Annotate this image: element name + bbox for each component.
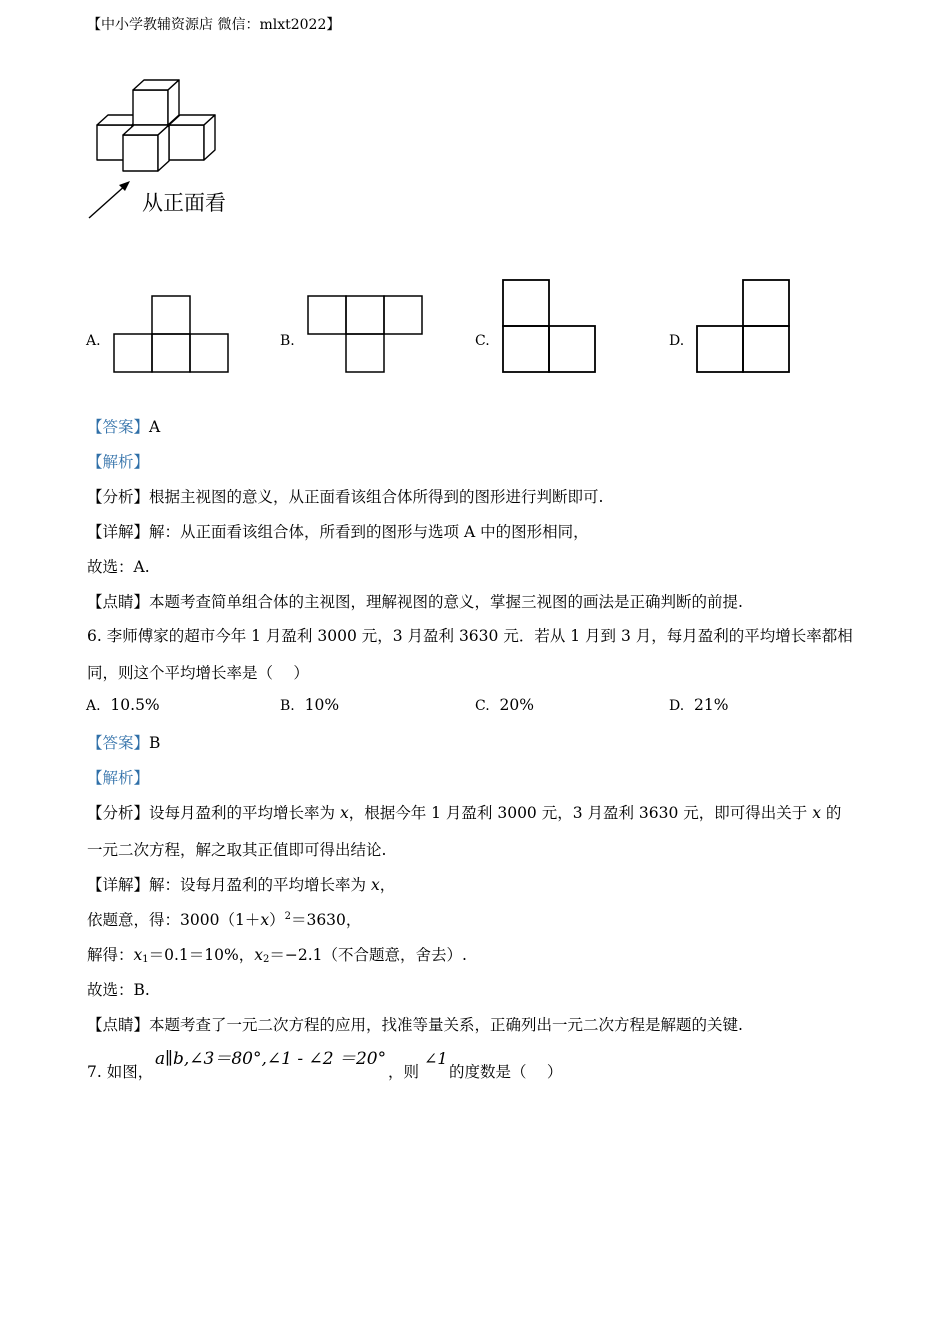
answer-value: B: [149, 734, 161, 752]
option-letter: B.: [280, 698, 295, 714]
subscript-1: 1: [142, 954, 149, 965]
q7-angle: ∠1: [424, 1049, 448, 1068]
eq-exponent: 2: [284, 911, 291, 922]
detail-text: 解：从正面看该组合体，所看到的图形与选项 A 中的图形相同，: [149, 523, 589, 541]
option-a-label: A.: [86, 333, 101, 349]
q6-choose: 故选：B.: [87, 981, 150, 999]
option-letter: A.: [86, 698, 101, 714]
q6-jiexi-tag: 【解析】: [87, 769, 150, 787]
sol-part-c: ＝−2.1（不合题意，舍去）.: [269, 946, 467, 964]
q6-analysis-line1: [87, 801, 841, 823]
subscript-2: 2: [263, 954, 270, 965]
var-x: x: [812, 804, 821, 822]
analysis-text-a: 设每月盈利的平均增长率为: [149, 804, 340, 822]
comment-text: 本题考查简单组合体的主视图，理解视图的意义，掌握三视图的画法是正确判断的前提.: [149, 593, 743, 611]
q7-prefix: 7. 如图，: [87, 1063, 154, 1081]
option-value: 10%: [304, 696, 340, 714]
q6-stem-line1: 6. 李师傅家的超市今年 1 月盈利 3000 元，3 月盈利 3630 元．若从 1 月到 3 月，每月盈利的平均增长率都相: [87, 627, 853, 645]
q5-choose: 故选：A.: [87, 558, 150, 576]
comment-tag: 【点睛】: [87, 593, 150, 611]
q7-suffix: 的度数是（ ）: [449, 1063, 563, 1081]
q6-analysis-line2: 一元二次方程，解之取其正值即可得出结论.: [87, 841, 387, 859]
q6-option-b: [280, 696, 339, 714]
option-b-label: B.: [280, 333, 295, 349]
eq-part-c: ＝3630，: [290, 911, 362, 929]
option-c-label: C.: [475, 333, 490, 349]
q6-answer: [87, 731, 160, 753]
analysis-text-c: 的: [821, 804, 842, 822]
option-c-figure: [502, 279, 600, 375]
q5-jiexi-tag: 【解析】: [87, 453, 150, 471]
q6-equation: [87, 908, 361, 930]
detail-tag: 【详解】: [87, 523, 150, 541]
q7-formula: a∥b,∠3＝80°,∠1 - ∠2 ＝20°: [155, 1049, 387, 1069]
option-letter: C.: [475, 698, 490, 714]
page-header: 【中小学教辅资源店 微信：mlxt2022】: [87, 17, 341, 33]
answer-tag: 【答案】: [87, 734, 150, 752]
var-x: x: [370, 876, 380, 894]
arrow-icon: [89, 181, 130, 218]
answer-tag: 【答案】: [87, 418, 150, 436]
var-x: x: [254, 946, 263, 964]
analysis-tag: 【分析】: [87, 804, 150, 822]
option-letter: D.: [669, 698, 685, 714]
figure-caption: 从正面看: [142, 191, 226, 215]
q6-comment: [87, 1013, 743, 1035]
eq-part-a: 依题意，得：3000（1＋: [87, 911, 261, 929]
eq-part-b: ）: [269, 911, 285, 929]
answer-value: A: [149, 418, 161, 436]
var-x: x: [260, 911, 270, 929]
option-d-label: D.: [669, 333, 685, 349]
q6-detail: [87, 873, 395, 895]
option-b-figure: [307, 295, 425, 375]
sol-part-b: ＝0.1＝10%，: [148, 946, 255, 964]
option-value: 20%: [499, 696, 534, 714]
q7-middle: ，则: [388, 1063, 420, 1081]
detail-text: 解：设每月盈利的平均增长率为: [149, 876, 371, 894]
sol-part-a: 解得：: [87, 946, 134, 964]
detail-text-end: ，: [379, 876, 396, 894]
comment-text: 本题考查了一元二次方程的应用，找准等量关系，正确列出一元二次方程是解题的关键.: [149, 1016, 743, 1034]
analysis-text: 根据主视图的意义，从正面看该组合体所得到的图形进行判断即可.: [149, 488, 604, 506]
comment-tag: 【点睛】: [87, 1016, 150, 1034]
q5-detail: [87, 520, 589, 542]
detail-tag: 【详解】: [87, 876, 150, 894]
q5-comment: [87, 590, 743, 612]
option-value: 10.5%: [110, 696, 160, 714]
q6-option-c: [475, 696, 534, 714]
option-value: 21%: [694, 696, 729, 714]
option-d-figure: [696, 279, 794, 375]
q6-option-d: [669, 696, 729, 714]
analysis-text-b: ，根据今年 1 月盈利 3000 元，3 月盈利 3630 元，即可得出关于: [348, 804, 813, 822]
analysis-tag: 【分析】: [87, 488, 150, 506]
q5-analysis: [87, 485, 603, 507]
q6-solution: [87, 943, 467, 965]
q6-option-a: [86, 696, 160, 714]
var-x: x: [339, 804, 349, 822]
var-x: x: [133, 946, 143, 964]
q5-answer: [87, 415, 160, 437]
q6-stem-line2: 同，则这个平均增长率是（ ）: [87, 664, 309, 682]
option-a-figure: [113, 295, 231, 375]
